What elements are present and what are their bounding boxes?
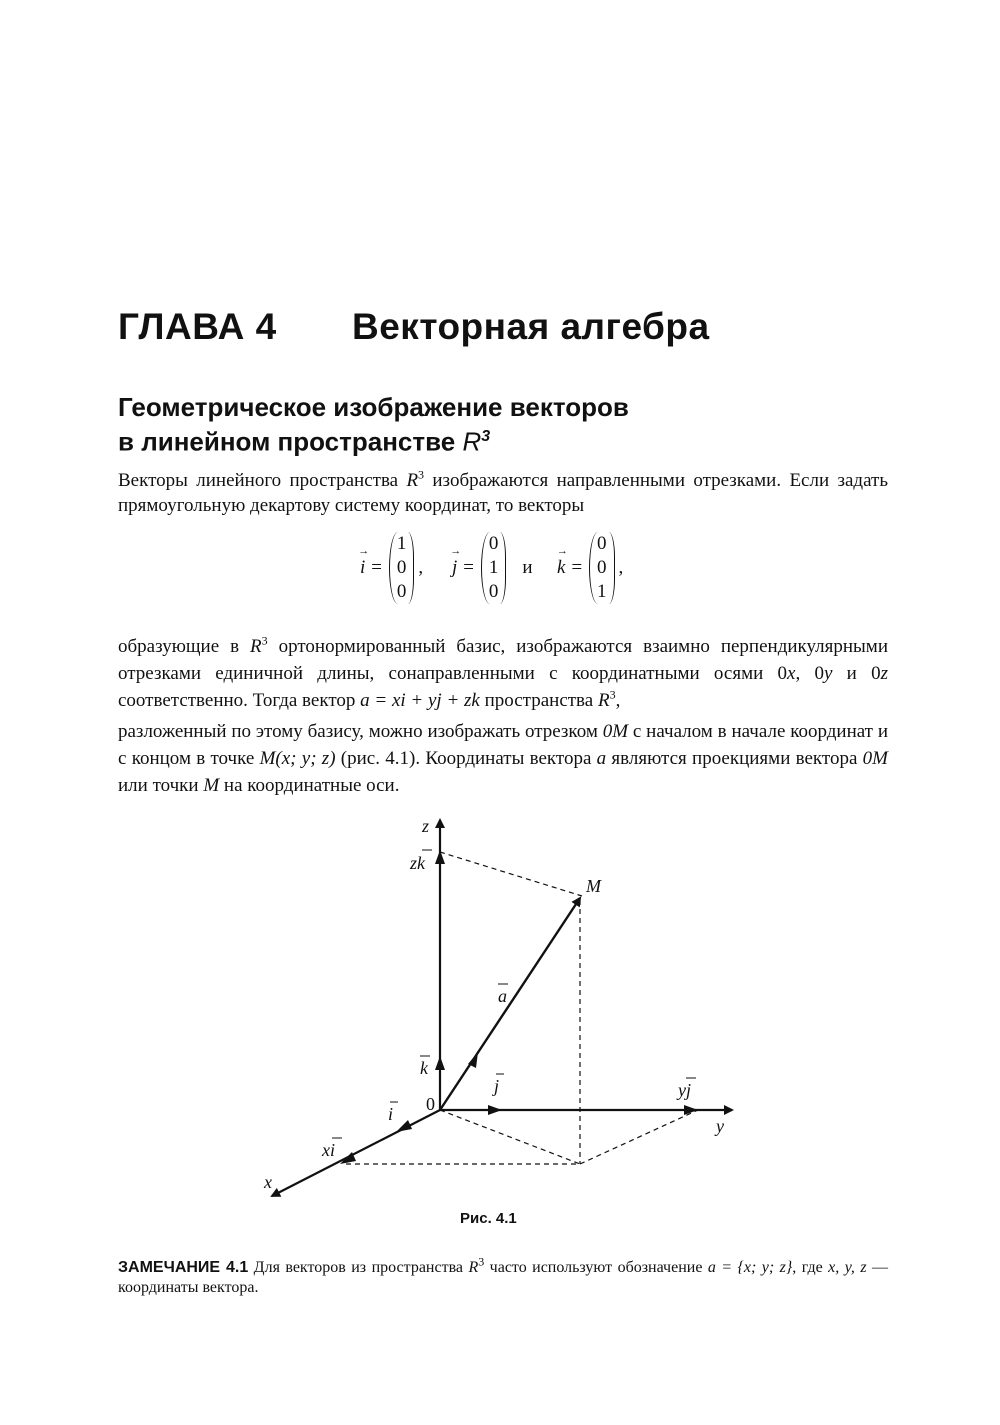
label-y: y <box>716 1116 724 1136</box>
label-xi: xi <box>322 1140 335 1160</box>
j-arrowhead <box>488 1105 502 1115</box>
section-title-line1: Геометрическое изображение векторов <box>118 392 629 422</box>
label-a: a <box>498 986 507 1006</box>
chapter-heading <box>118 306 710 348</box>
paragraph-basis: образующие в $R^3$ ортонормированный базис, изображаются взаимно перпендикулярными отрезками единичной длины, сонаправленными с координатными осями 0x, 0y и 0z соответственно. Тогда вектор a = xi + yj + zk пространства $R^3$, <box>118 633 889 711</box>
x-axis <box>272 1110 440 1196</box>
label-z: z <box>422 816 430 836</box>
label-yj: yj <box>678 1080 691 1100</box>
section-title-line2: в линейном пространстве $R^3$ <box>118 426 491 457</box>
vector-decomposition-formula: a = xi + yj + zk <box>360 690 480 711</box>
label-zk: zk <box>410 853 425 873</box>
chapter-label: ГЛАВА 4 <box>118 306 277 347</box>
remark-label: ЗАМЕЧАНИЕ 4.1 <box>118 1259 249 1276</box>
basis-vectors <box>360 528 660 608</box>
chapter-title: Векторная алгебра <box>352 306 710 347</box>
label-origin: 0 <box>426 1094 435 1114</box>
i-arrowhead <box>396 1120 412 1132</box>
paragraph-intro: Векторы линейного пространства $R^3$ изображаются направленными отрезками. Если задать прямоугольную декартову систему координат, то векторы <box>118 467 888 516</box>
label-i: i <box>388 1104 394 1124</box>
figure-coordinate-system <box>260 812 740 1202</box>
label-j: j <box>494 1076 500 1096</box>
basis-vector-k: → k = 0 0 1 , <box>557 528 623 608</box>
label-x: x <box>264 1172 272 1192</box>
label-vector-arrows <box>332 850 696 1138</box>
figure-caption: Рис. 4.1 <box>460 1210 517 1227</box>
k-arrowhead <box>435 1056 445 1070</box>
remark-block: ЗАМЕЧАНИЕ 4.1 Для векторов из пространства $R^3$ часто используют обозначение a = {x; y; z}, где x, y, z — координаты вектора. <box>118 1254 889 1296</box>
paragraph-projection: разложенный по этому базису, можно изображать отрезком 0M с началом в начале координат и с концом в точке M(x; y; z) (рис. 4.1). Координаты вектора a являются проекциями вектора 0M или точки M на координатные оси. <box>118 721 889 796</box>
basis-vector-i: → i = 1 0 0 , <box>360 528 423 608</box>
remark-formula: a = {x; y; z} <box>707 1259 793 1276</box>
section-heading <box>118 392 629 457</box>
label-M: M <box>586 876 601 896</box>
basis-vector-j: → j = 0 1 0 и <box>452 528 533 608</box>
projection-lines <box>346 852 698 1164</box>
vector-a <box>440 898 580 1110</box>
label-k: k <box>420 1058 428 1078</box>
